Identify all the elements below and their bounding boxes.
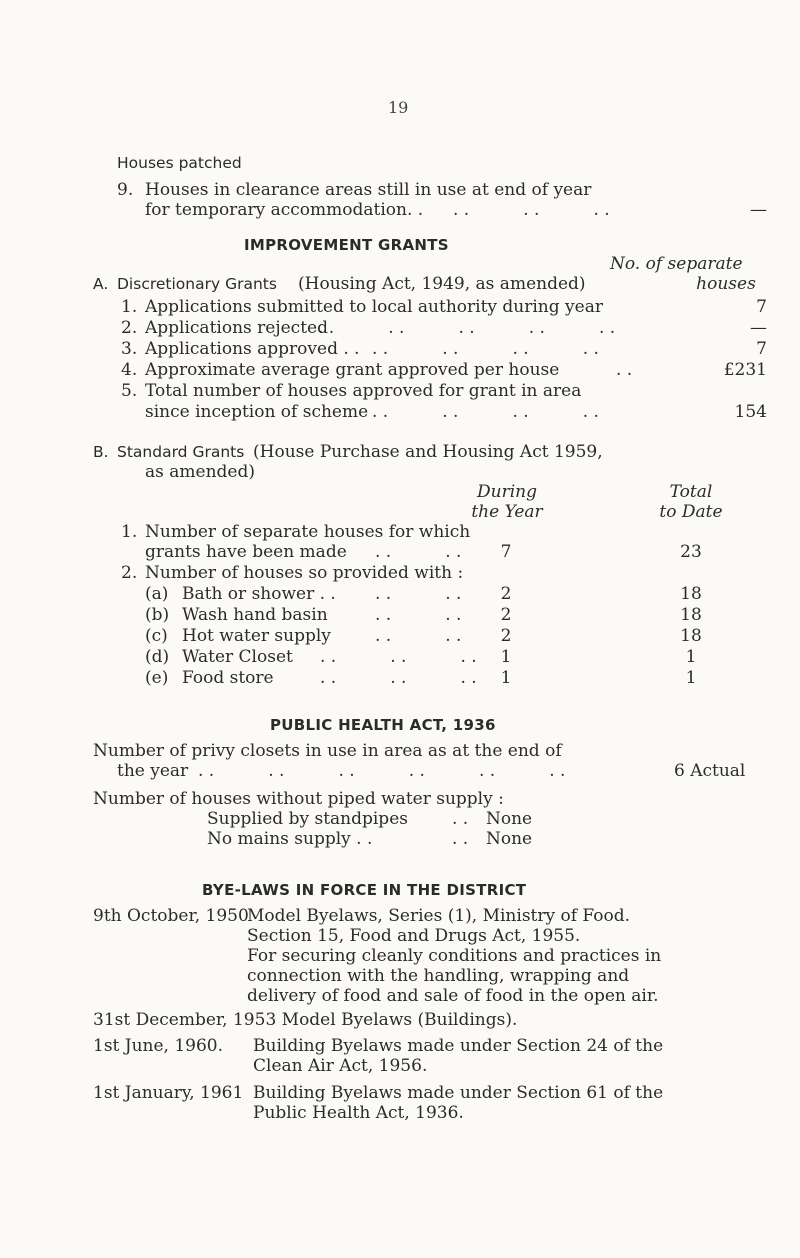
disc-item-num: 2. xyxy=(121,318,138,338)
byelaw-line: Public Health Act, 1936. xyxy=(253,1103,464,1123)
subitem-letter: (d) xyxy=(145,647,170,667)
byelaw-date: 1st June, 1960. xyxy=(93,1036,224,1056)
byelaw-line: connection with the handling, wrapping and xyxy=(247,966,630,986)
standard-subtitle-2: as amended) xyxy=(145,462,255,482)
mains-value: None xyxy=(486,829,533,849)
subitem-dots: . . . . xyxy=(375,584,462,604)
subitem-total: 1 xyxy=(685,647,697,667)
houses-patched-dots: . . . . . . xyxy=(453,200,610,220)
disc-item5-value: 154 xyxy=(734,402,767,422)
subitem-total: 18 xyxy=(680,584,702,604)
byelaw-line: Section 15, Food and Drugs Act, 1955. xyxy=(247,926,581,946)
page-number: 19 xyxy=(388,98,409,117)
col-head-separate: No. of separate xyxy=(610,254,743,274)
byelaws-heading: BYE-LAWS IN FORCE IN THE DISTRICT xyxy=(202,881,527,899)
col-to-date: to Date xyxy=(659,502,723,522)
byelaw-date: 1st January, 1961 xyxy=(93,1083,244,1103)
section-b-label: B. xyxy=(93,443,109,461)
disc-item-num: 3. xyxy=(121,339,138,359)
section-a-label: A. xyxy=(93,275,109,293)
byelaw-line: Building Byelaws made under Section 24 of the xyxy=(253,1036,664,1056)
std-item1-total: 23 xyxy=(680,542,702,562)
disc-item-dots: . . xyxy=(616,360,633,380)
subitem-text: Hot water supply xyxy=(182,626,331,646)
subitem-text: Wash hand basin xyxy=(182,605,328,625)
std-item1-line2: grants have been made xyxy=(145,542,347,562)
standpipes-value: None xyxy=(486,809,533,829)
byelaw-line: Clean Air Act, 1956. xyxy=(253,1056,428,1076)
disc-item-text: Applications rejected xyxy=(145,318,328,338)
subitem-total: 18 xyxy=(680,626,702,646)
public-health-heading: PUBLIC HEALTH ACT, 1936 xyxy=(270,716,496,734)
subitem-year: 2 xyxy=(500,584,512,604)
byelaw-line: Building Byelaws made under Section 61 of the xyxy=(253,1083,664,1103)
subitem-year: 1 xyxy=(500,668,512,688)
subitem-dots: . . . . xyxy=(375,605,462,625)
std-item1-year: 7 xyxy=(500,542,512,562)
disc-item-text: Approximate average grant approved per house xyxy=(145,360,560,380)
disc-item5-line1: Total number of houses approved for grant in area xyxy=(145,381,582,401)
disc-item-value: 7 xyxy=(756,297,767,317)
byelaw-entry: 31st December, 1953 Model Byelaws (Buildings). xyxy=(93,1010,518,1030)
houses-patched-heading: Houses patched xyxy=(117,154,242,172)
disc-item5-line2: since inception of scheme xyxy=(145,402,369,422)
mains-dots: . . xyxy=(452,829,469,849)
standpipes-dots: . . xyxy=(452,809,469,829)
std-item1-line1: Number of separate houses for which xyxy=(145,522,471,542)
byelaw-date: 9th October, 1950 xyxy=(93,906,249,926)
std-item2-text: Number of houses so provided with : xyxy=(145,563,464,583)
standard-subtitle-1: (House Purchase and Housing Act 1959, xyxy=(253,442,603,462)
disc-item-value: 7 xyxy=(756,339,767,359)
disc-item-value: — xyxy=(750,318,767,338)
subitem-total: 1 xyxy=(685,668,697,688)
subitem-dots: . . . . . . xyxy=(320,647,477,667)
subitem-year: 1 xyxy=(500,647,512,667)
disc-item-text: Applications approved . . xyxy=(145,339,360,359)
subitem-text: Food store xyxy=(182,668,274,688)
privy-value: 6 Actual xyxy=(674,761,746,781)
piped-water-line: Number of houses without piped water supply : xyxy=(93,789,504,809)
standard-title: Standard Grants xyxy=(117,443,245,461)
houses-patched-line1: Houses in clearance areas still in use at end of year xyxy=(145,180,592,200)
discretionary-subtitle: (Housing Act, 1949, as amended) xyxy=(298,274,586,294)
improvement-grants-heading: IMPROVEMENT GRANTS xyxy=(244,236,449,254)
std-item2-num: 2. xyxy=(121,563,138,583)
privy-line1: Number of privy closets in use in area as at the end of xyxy=(93,741,562,761)
disc-item-text: Applications submitted to local authority during year xyxy=(145,297,603,317)
col-total: Total xyxy=(669,482,713,502)
houses-patched-value: — xyxy=(750,200,767,220)
col-during: During xyxy=(477,482,537,502)
byelaw-line: delivery of food and sale of food in the open air. xyxy=(247,986,659,1006)
subitem-year: 2 xyxy=(500,605,512,625)
byelaw-line: For securing cleanly conditions and practices in xyxy=(247,946,662,966)
subitem-letter: (b) xyxy=(145,605,170,625)
disc-item-value: £231 xyxy=(723,360,767,380)
subitem-letter: (a) xyxy=(145,584,169,604)
subitem-text: Bath or shower . . xyxy=(182,584,336,604)
houses-patched-line2: for temporary accommodation. . xyxy=(145,200,424,220)
std-item1-dots: . . . . xyxy=(375,542,462,562)
subitem-letter: (c) xyxy=(145,626,168,646)
mains-label: No mains supply . . xyxy=(207,829,373,849)
disc-item-num: 1. xyxy=(121,297,138,317)
col-head-houses: houses xyxy=(696,274,756,294)
standpipes-label: Supplied by standpipes xyxy=(207,809,408,829)
discretionary-title: Discretionary Grants xyxy=(117,275,277,293)
std-item1-num: 1. xyxy=(121,522,138,542)
byelaw-line: Model Byelaws, Series (1), Ministry of Food. xyxy=(247,906,631,926)
col-the-year: the Year xyxy=(471,502,543,522)
disc-item-num: 4. xyxy=(121,360,138,380)
subitem-year: 2 xyxy=(500,626,512,646)
disc-item-dots: . . . . . . . . . . xyxy=(318,318,616,338)
subitem-text: Water Closet xyxy=(182,647,293,667)
subitem-letter: (e) xyxy=(145,668,169,688)
subitem-total: 18 xyxy=(680,605,702,625)
privy-dots: . . . . . . . . . . . . xyxy=(198,761,566,781)
disc-item5-num: 5. xyxy=(121,381,138,401)
privy-line2: the year xyxy=(117,761,189,781)
subitem-dots: . . . . . . xyxy=(320,668,477,688)
houses-patched-num: 9. xyxy=(117,180,134,200)
disc-item-dots: . . . . . . . . xyxy=(372,339,599,359)
subitem-dots: . . . . xyxy=(375,626,462,646)
disc-item5-dots: . . . . . . . . xyxy=(372,402,599,422)
